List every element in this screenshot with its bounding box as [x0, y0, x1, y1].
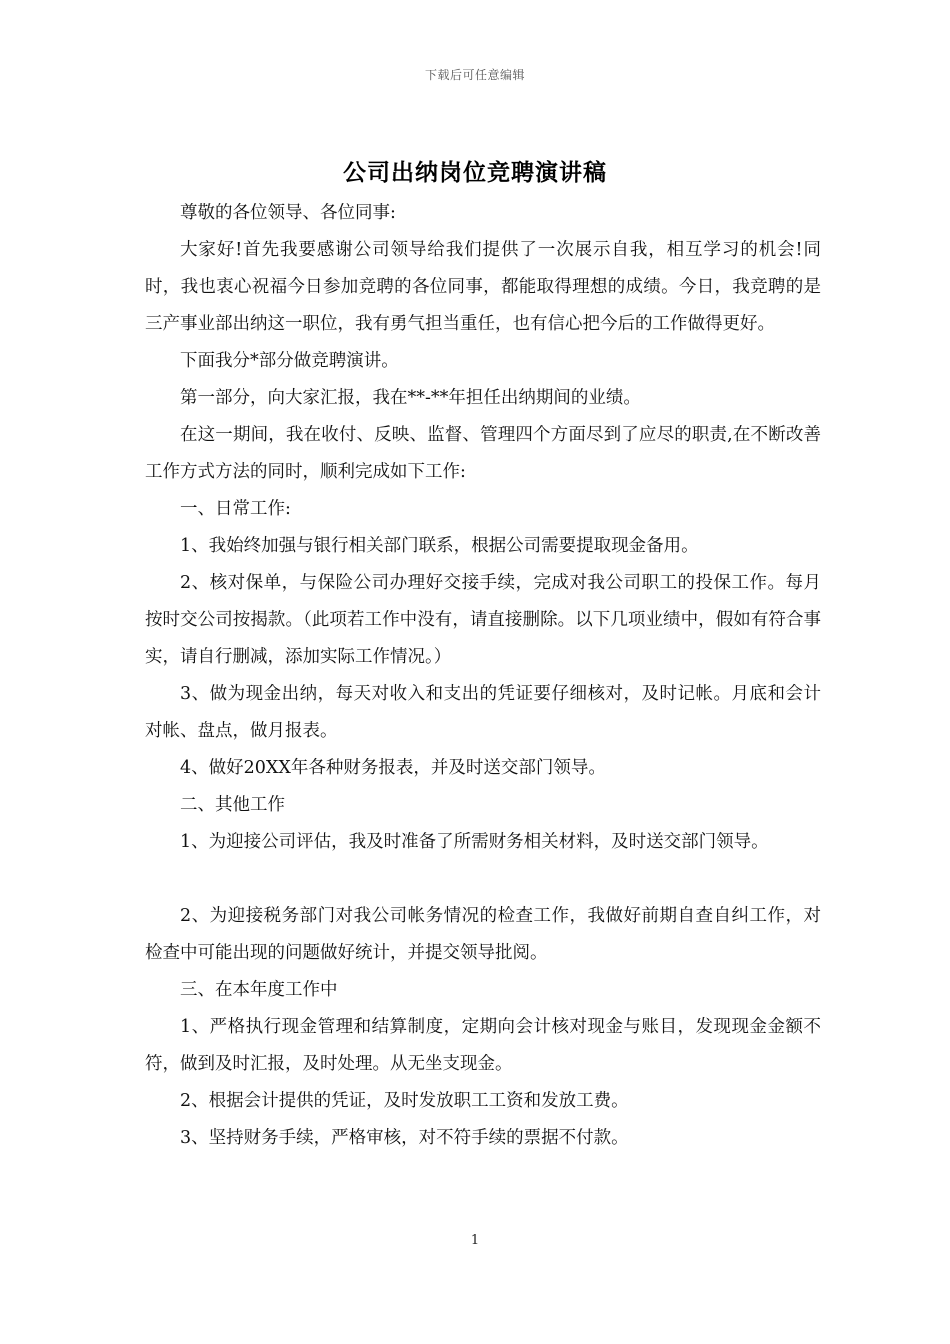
list-item: 1、为迎接公司评估，我及时准备了所需财务相关材料，及时送交部门领导。	[180, 832, 769, 852]
paragraph-outline: 下面我分*部分做竞聘演讲。	[180, 351, 399, 371]
list-item: 2、根据会计提供的凭证，及时发放职工工资和发放工费。	[180, 1091, 629, 1111]
paragraph-intro: 大家好!首先我要感谢公司领导给我们提供了一次展示自我，相互学习的机会!同时，我也衷心祝福今日参加竞聘的各位同事，都能取得理想的成绩。今日，我竞聘的是三产事业部出纳这一职位，我有勇气担当重任，也有信心把今后的工作做得更好。	[145, 240, 821, 334]
blank-line	[145, 861, 821, 898]
list-item: 2、为迎接税务部门对我公司帐务情况的检查工作，我做好前期自查自纠工作，对检查中可能出现的问题做好统计，并提交领导批阅。	[145, 906, 821, 963]
document-title: 公司出纳岗位竞聘演讲稿	[343, 159, 607, 186]
paragraph-part-one: 第一部分，向大家汇报，我在**-**年担任出纳期间的业绩。	[180, 388, 641, 408]
paragraph-duties: 在这一期间，我在收付、反映、监督、管理四个方面尽到了应尽的职责,在不断改善工作方式方法的同时，顺利完成如下工作:	[145, 425, 821, 482]
list-item: 1、我始终加强与银行相关部门联系，根据公司需要提取现金备用。	[180, 536, 699, 556]
paragraph-greeting: 尊敬的各位领导、各位同事:	[180, 203, 396, 223]
section-heading-daily-work: 一、日常工作:	[180, 499, 291, 519]
list-item: 1、严格执行现金管理和结算制度，定期向会计核对现金与账目，发现现金金额不符，做到及时汇报，及时处理。从无坐支现金。	[145, 1017, 821, 1074]
section-heading-other-work: 二、其他工作	[180, 795, 285, 815]
page-number: 1	[470, 1233, 480, 1248]
section-heading-this-year: 三、在本年度工作中	[180, 980, 338, 1000]
page-header: 下载后可任意编辑	[424, 68, 525, 82]
list-item: 3、坚持财务手续，严格审核，对不符手续的票据不付款。	[180, 1128, 629, 1148]
list-item: 2、核对保单，与保险公司办理好交接手续，完成对我公司职工的投保工作。每月按时交公司按揭款。（此项若工作中没有，请直接删除。以下几项业绩中，假如有符合事实，请自行删减，添加实际工作情况。）	[145, 573, 821, 667]
list-item: 3、做为现金出纳，每天对收入和支出的凭证要仔细核对，及时记帐。月底和会计对帐、盘点，做月报表。	[145, 684, 821, 741]
document-body	[145, 195, 821, 1157]
list-item: 4、做好20XX年各种财务报表，并及时送交部门领导。	[180, 758, 606, 778]
